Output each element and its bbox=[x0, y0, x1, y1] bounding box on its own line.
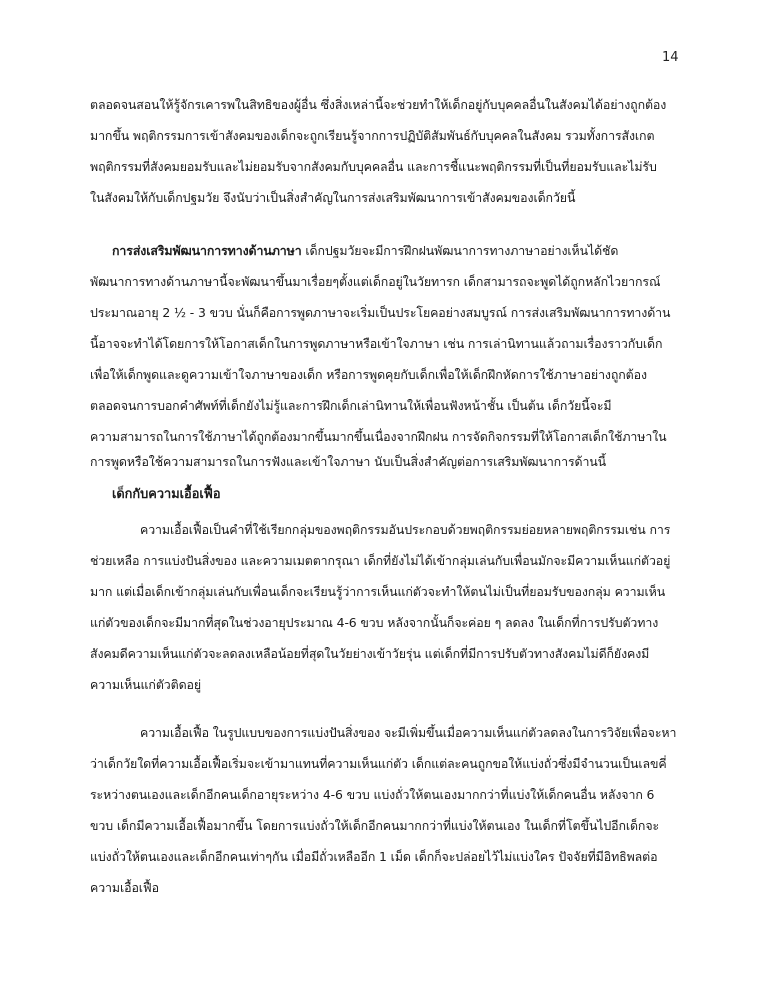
paragraph-2-line-2: พัฒนาการทางด้านภาษานี้จะพัฒนาขึ้นมาเรื่อยๆตั้งแต่เด็กอยู่ในวัยทารก เด็กสามารถจะพูดได้ถูกหลักไวยากรณ์ bbox=[90, 274, 661, 289]
paragraph-4-line-2: ว่าเด็กวัยใดที่ความเอื้อเฟื้อเริ่มจะเข้ามาแทนที่ความเห็นแก่ตัว เด็กแต่ละคนถูกขอให้แบ่งถั่วซึ่งมีจำนวนเป็นเลขคี่ bbox=[90, 756, 667, 771]
paragraph-4-line-3: ระหว่างตนเองและเด็กอีกคนเด็กอายุระหว่าง 4-6 ขวบ แบ่งถั่วให้ตนเองมากกว่าที่แบ่งให้เด็กคนอื่น หลังจาก 6 bbox=[90, 787, 655, 802]
paragraph-2-line-4: นี้อาจจะทำได้โดยการให้โอกาสเด็กในการพูดภาษาหรือเข้าใจภาษา เช่น การเล่านิทานแล้วถามเรื่องราวกับเด็ก bbox=[90, 336, 663, 351]
paragraph-2-line-8: การพูดหรือใช้ความสามารถในการฟังและเข้าใจภาษา นับเป็นสิ่งสำคัญต่อการเสริมพัฒนาการด้านนี้ bbox=[90, 454, 607, 469]
paragraph-2-line-7: ความสามารถในการใช้ภาษาได้ถูกต้องมากขึ้นมากขึ้นเนื่องจากฝึกฝน การจัดกิจกรรมที่ให้โอกาสเด็กใช้ภาษาใน bbox=[90, 429, 667, 444]
language-development-lead: การส่งเสริมพัฒนาการทางด้านภาษา bbox=[112, 243, 302, 258]
paragraph-4-line-4: ขวบ เด็กมีความเอื้อเฟื้อมากขึ้น โดยการแบ่งถั่วให้เด็กอีกคนมากกว่าที่แบ่งให้ตนเอง ในเด็กที่โตขึ้นไปอีกเด็กจะ bbox=[90, 818, 660, 833]
paragraph-4-line-1: ความเอื้อเฟื้อ ในรูปแบบของการแบ่งปันสิ่งของ จะมีเพิ่มขึ้นเมื่อความเห็นแก่ตัวลดลงในการวิจัยเพื่อจะหา bbox=[140, 725, 677, 740]
page-number: 14 bbox=[662, 50, 679, 65]
paragraph-2-line-5: เพื่อให้เด็กพูดและดูความเข้าใจภาษาของเด็ก หรือการพูดคุยกับเด็กเพื่อให้เด็กฝึกหัดการใช้ภาษาอย่างถูกต้อง bbox=[90, 367, 647, 382]
section-heading: เด็กกับความเอื้อเฟื้อ bbox=[112, 487, 221, 502]
paragraph-4-line-5: แบ่งถั่วให้ตนเองและเด็กอีกคนเท่าๆกัน เมื่อมีถั่วเหลืออีก 1 เม็ด เด็กก็จะปล่อยไว้ไม่แบ่งใคร ปัจจัยที่มีอิทธิพลต่อ bbox=[90, 849, 658, 864]
paragraph-3-line-4: แก่ตัวของเด็กจะมีมากที่สุดในช่วงอายุประมาณ 4-6 ขวบ หลังจากนั้นก็จะค่อย ๆ ลดลง ในเด็กที่การปรับตัวทาง bbox=[90, 615, 659, 630]
paragraph-2-line-3: ประมาณอายุ 2 ½ - 3 ขวบ นั่นก็คือการพูดภาษาจะเริ่มเป็นประโยคอย่างสมบูรณ์ การส่งเสริมพัฒนาการทางด้าน bbox=[90, 305, 671, 320]
paragraph-4-line-6: ความเอื้อเฟื้อ bbox=[90, 880, 159, 895]
paragraph-2-line-1-text: เด็กปฐมวัยจะมีการฝึกฝนพัฒนาการทางภาษาอย่างเห็นได้ชัด bbox=[301, 243, 619, 258]
paragraph-3-line-1: ความเอื้อเฟื้อเป็นคำที่ใช้เรียกกลุ่มของพฤติกรรมอันประกอบด้วยพฤติกรรมย่อยหลายพฤติกรรมเช่น การ bbox=[140, 522, 671, 537]
paragraph-3-line-3: มาก แต่เมื่อเด็กเข้ากลุ่มเล่นกับเพื่อนเด็กจะเรียนรู้ว่าการเห็นแก่ตัวจะทำให้ตนไม่เป็นที่ยอมรับของกลุ่ม ความเห็น bbox=[90, 584, 666, 599]
paragraph-3-line-5: สังคมดีความเห็นแก่ตัวจะลดลงเหลือน้อยที่สุดในวัยย่างเข้าวัยรุ่น แต่เด็กที่มีการปรับตัวทางสังคมไม่ดีก็ยังคงมี bbox=[90, 646, 650, 661]
paragraph-1-line-4: ในสังคมให้กับเด็กปฐมวัย จึงนับว่าเป็นสิ่งสำคัญในการส่งเสริมพัฒนาการเข้าสังคมของเด็กวัยนี้ bbox=[90, 190, 576, 205]
paragraph-1-line-1: ตลอดจนสอนให้รู้จักรเคารพในสิทธิของผู้อื่น ซึ่งสิ่งเหล่านี้จะช่วยทำให้เด็กอยู่กับบุคคลอื่นในสังคมได้อย่างถูกต้อง bbox=[90, 97, 667, 112]
paragraph-3-line-6: ความเห็นแก่ตัวติดอยู่ bbox=[90, 677, 202, 692]
paragraph-2-line-1 bbox=[112, 242, 618, 260]
paragraph-3-line-2: ช่วยเหลือ การแบ่งปันสิ่งของ และความเมตตากรุณา เด็กที่ยังไม่ได้เข้ากลุ่มเล่นกับเพื่อนมักจะมีความเห็นแก่ตัวอยู่ bbox=[90, 553, 671, 568]
paragraph-1-line-3: พฤติกรรมที่สังคมยอมรับและไม่ยอมรับจากสังคมกับบุคคลอื่น และการชี้แนะพฤติกรรมที่เป็นที่ยอมรับและไม่รับ bbox=[90, 159, 657, 174]
paragraph-1-line-2: มากขึ้น พฤติกรรมการเข้าสังคมของเด็กจะถูกเรียนรู้จากการปฏิบัติสัมพันธ์กับบุคคลในสังคม รวมทั้งการสังเกต bbox=[90, 128, 655, 143]
paragraph-2-line-6: ตลอดจนการบอกคำศัพท์ที่เด็กยังไม่รู้และการฝึกเด็กเล่านิทานให้เพื่อนฟังหน้าชั้น เป็นต้น เด็กวัยนี้จะมี bbox=[90, 398, 612, 413]
